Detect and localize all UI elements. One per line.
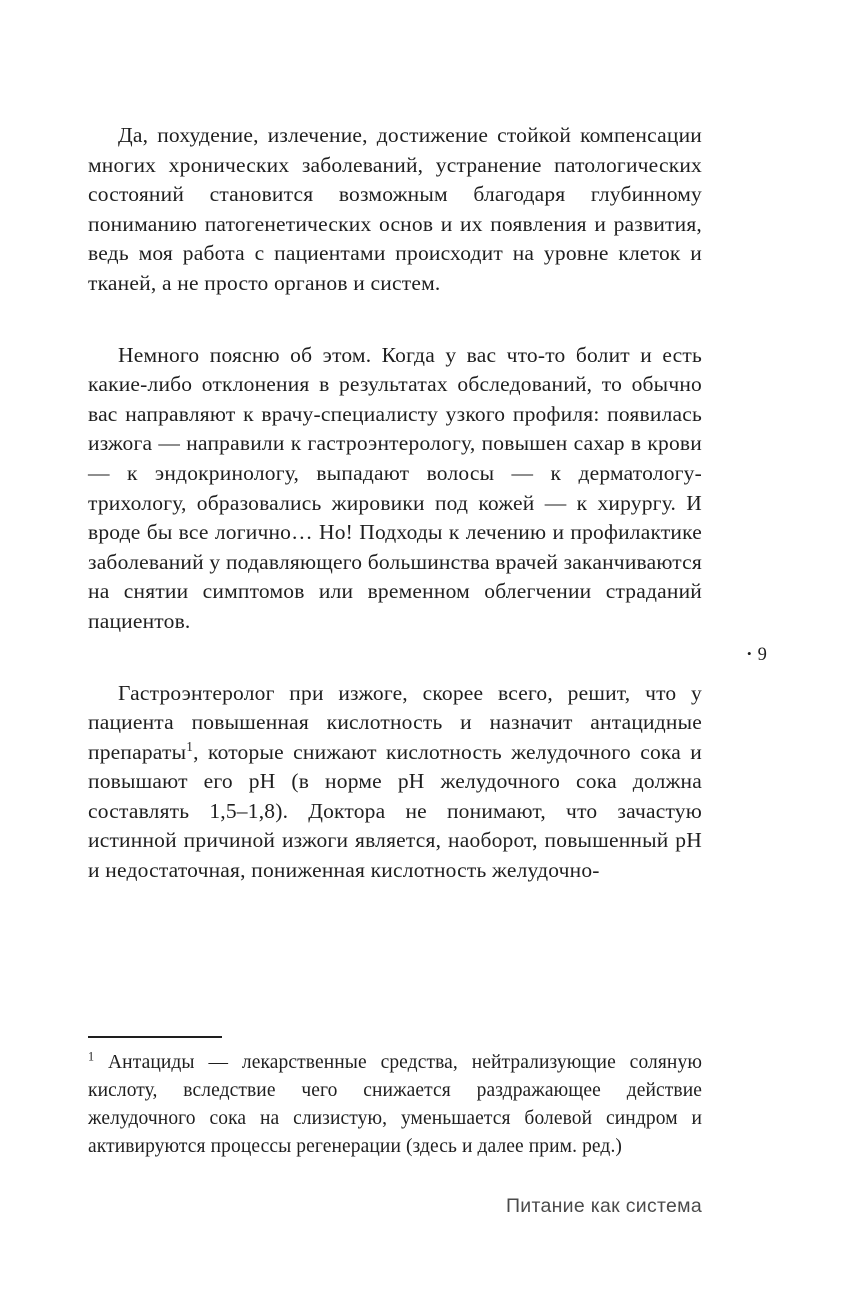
footnote-text [88,1049,702,1161]
footnote-reference: 1 [186,738,194,754]
footnote [88,1036,702,1161]
paragraph-1: Да, похудение, излечение, достижение стойкой компенсации многих хронических заболеваний, устранение патологических состояний становится возможным благодаря глубинному пониманию патогенетических основ и их появления и развития, ведь моя работа с пациентами происходит на уровне клеток и тканей, а не просто органов и систем. [88,123,702,295]
body-text [88,121,702,928]
footnote-body: Антациды — лекарственные средства, нейтрализующие соляную кислоту, вследствие чего снижается раздражающее действие желудочного сока на слизистую, уменьшается болевой синдром и активируются процессы регенерации (здесь и далее прим. ред.) [88,1052,702,1157]
page-number-value: 9 [757,645,767,665]
footnote-rule [88,1036,222,1038]
footnote-marker: 1 [88,1049,95,1064]
paragraph-3-text: Гастроэнтеролог при изжоге, скорее всего, решит, что у пациента повышенная кислотность и назначит антацидные препараты [88,680,702,764]
page-number-bullet-icon: • [747,646,752,661]
page-number [747,645,767,666]
running-footer: Питание как система [505,1195,702,1217]
paragraph-2: Немного поясню об этом. Когда у вас что-то болит и есть какие-либо отклонения в результатах обследований, то обычно вас направляют к врачу-специалисту узкого профиля: появилась изжога — направили к гастроэнтерологу, повышен сахар в крови — к эндокринологу, выпадают волосы — к дерматологу-трихологу, образовались жировики под кожей — к хирургу. И вроде бы все логично… Но! Подходы к лечению и профилактике заболеваний у подавляющего большинства врачей заканчиваются на снятии симптомов или временном облегчении страданий пациентов. [88,342,702,633]
paragraph-3 [88,679,702,886]
paragraph-3-continuation: , которые снижают кислотность желудочного сока и повышают его pH (в норме pH желудочного сока должна составлять 1,5–1,8). Доктора не понимают, что зачастую истинной причиной изжоги является, наоборот, повышенный pH и недостаточная, пониженная кислотность желудочно- [88,739,702,883]
